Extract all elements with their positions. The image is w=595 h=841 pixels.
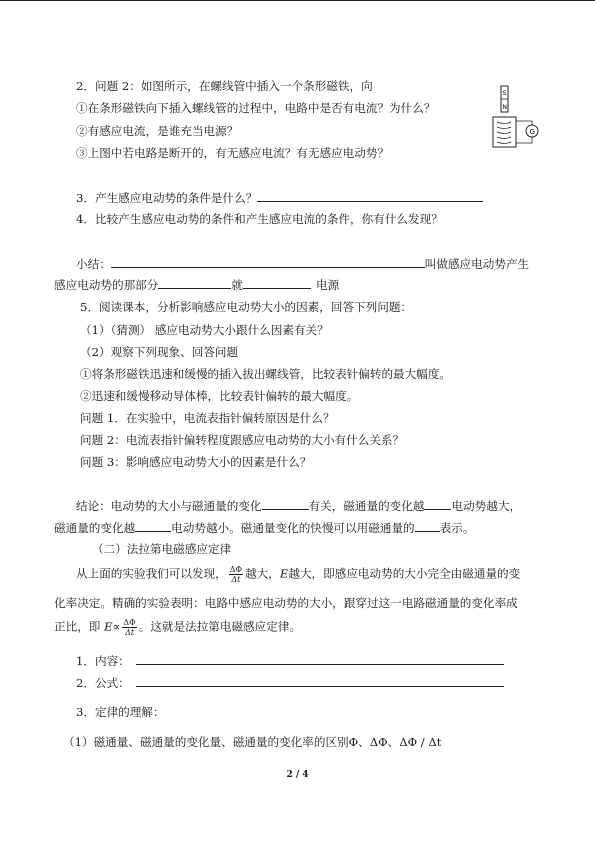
- summary-blank[interactable]: [111, 256, 425, 268]
- summary-text-c: 电源: [315, 278, 340, 292]
- question5-observe: （2）观察下列现象、回答问题: [80, 345, 239, 359]
- question4: 4．比较产生感应电动势的条件和产生感应电流的条件，你有什么发现？: [76, 212, 443, 226]
- question2-item3: ③上图中若电路是断开的，有无感应电流？有无感应电动势？: [76, 146, 390, 160]
- conclusion-blank-4[interactable]: [415, 520, 440, 532]
- conclusion-blank-1[interactable]: [262, 498, 309, 510]
- faraday-text-c: 越大，即感应电动势的大小完全由磁通量的变: [288, 566, 521, 581]
- flux-rate-fraction-2: [122, 618, 136, 637]
- question5-title: 5．阅读课本，分析影响感应电动势大小的因素，回答下列问题：: [80, 300, 413, 314]
- page-number: 2 / 4: [286, 770, 309, 780]
- summary-line2: [54, 277, 339, 293]
- answer-blank[interactable]: [257, 190, 483, 202]
- fraction-numerator: ΔΦ: [229, 565, 243, 574]
- faraday-paragraph-line2: 化率决定。精确的实验表明：电路中感应电动势的大小，跟穿过这一电路磁通量的变化率成: [54, 596, 518, 610]
- item-content: [76, 653, 504, 669]
- summary-text-b: 就: [231, 278, 243, 292]
- conclusion-text-a: 结论：电动势的大小与磁通量的变化: [76, 499, 262, 513]
- top-rule: [0, 0, 595, 1]
- solenoid-diagram: [490, 84, 550, 156]
- question2-item2: ②有感应电流，是谁充当电源？: [76, 124, 239, 138]
- formula-blank[interactable]: [136, 675, 504, 687]
- faraday-text-c2: 正比，即: [54, 619, 105, 634]
- summary-blank-2[interactable]: [158, 277, 231, 289]
- faraday-paragraph-line1: [76, 565, 520, 584]
- faraday-text-d: 。这就是法拉第电磁感应定律。: [138, 619, 302, 634]
- item-formula-label: 2．公式：: [76, 676, 130, 690]
- item-formula: [76, 675, 504, 691]
- galvanometer-label: G: [529, 128, 536, 136]
- conclusion-blank-2[interactable]: [424, 498, 451, 510]
- conclusion-line1: [76, 498, 521, 514]
- question3: [76, 190, 483, 206]
- observation-2: ②迅速和缓慢移动导体棒，比较表针偏转的最大幅度。: [80, 389, 359, 403]
- item-content-label: 1．内容：: [76, 654, 130, 668]
- faraday-text-b: 越大，: [245, 566, 280, 581]
- problem-1: 问题 1．在实验中，电流表指针偏转原因是什么？: [80, 411, 335, 425]
- faraday-paragraph-line3: [54, 618, 301, 637]
- summary-label: 小结：: [76, 257, 111, 271]
- conclusion-text-b: 有关，磁通量的变化越: [308, 499, 425, 513]
- emf-symbol: E: [279, 566, 289, 581]
- faraday-heading: （二）法拉第电磁感应定律: [92, 542, 232, 556]
- observation-1: ①将条形磁铁迅速和缓慢的插入拔出螺线管，比较表针偏转的最大幅度。: [80, 367, 452, 381]
- fraction-denominator-2: Δt: [125, 628, 135, 637]
- summary-blank-3[interactable]: [243, 277, 311, 289]
- conclusion-text-e: 电动势越小。磁通量变化的快慢可以用磁通量的: [171, 521, 415, 535]
- question5-guess: （1）（猜测） 感应电动势大小跟什么因素有关？: [80, 323, 329, 337]
- problem-2: 问题 2：电流表指针偏转程度跟感应电动势的大小有什么关系？: [80, 433, 405, 447]
- magnet-s-label: S: [502, 90, 507, 97]
- summary-tail: 叫做感应电动势产生: [424, 257, 530, 271]
- item-distinction: （1）磁通量、磁通量的变化量、磁通量的变化率的区别Φ、ΔΦ、ΔΦ / Δt: [63, 735, 442, 749]
- fraction-denominator: Δt: [231, 575, 241, 584]
- fraction-numerator-2: ΔΦ: [123, 618, 136, 627]
- question2-item1: ①在条形磁铁向下插入螺线管的过程中，电路中是否有电流？为什么？: [76, 101, 436, 115]
- summary-line1: [76, 256, 529, 272]
- summary-text-a: 感应电动势的那部分: [54, 278, 159, 292]
- question3-text: 3．产生感应电动势的条件是什么？: [76, 191, 258, 205]
- magnet-n-label: N: [502, 104, 507, 111]
- conclusion-text-f: 表示。: [439, 521, 475, 535]
- solenoid: [493, 117, 516, 147]
- problem-3: 问题 3：影响感应电动势大小的因素是什么？: [80, 455, 312, 469]
- conclusion-text-c: 电动势越大，: [451, 499, 522, 513]
- emf-symbol-2: E: [104, 619, 113, 634]
- conclusion-blank-3[interactable]: [135, 520, 171, 532]
- faraday-text-a: 从上面的实验我们可以发现，: [76, 566, 227, 581]
- conclusion-text-d: 磁通量的变化越: [54, 521, 136, 535]
- content-blank[interactable]: [136, 653, 504, 665]
- question2-title: 2．问题 2：如图所示，在螺线管中插入一个条形磁铁，向: [76, 79, 373, 93]
- conclusion-line2: [54, 520, 474, 536]
- flux-rate-fraction: [229, 565, 243, 584]
- proportional-symbol: ∝: [112, 619, 121, 634]
- item-understanding: 3．定律的理解：: [76, 705, 165, 719]
